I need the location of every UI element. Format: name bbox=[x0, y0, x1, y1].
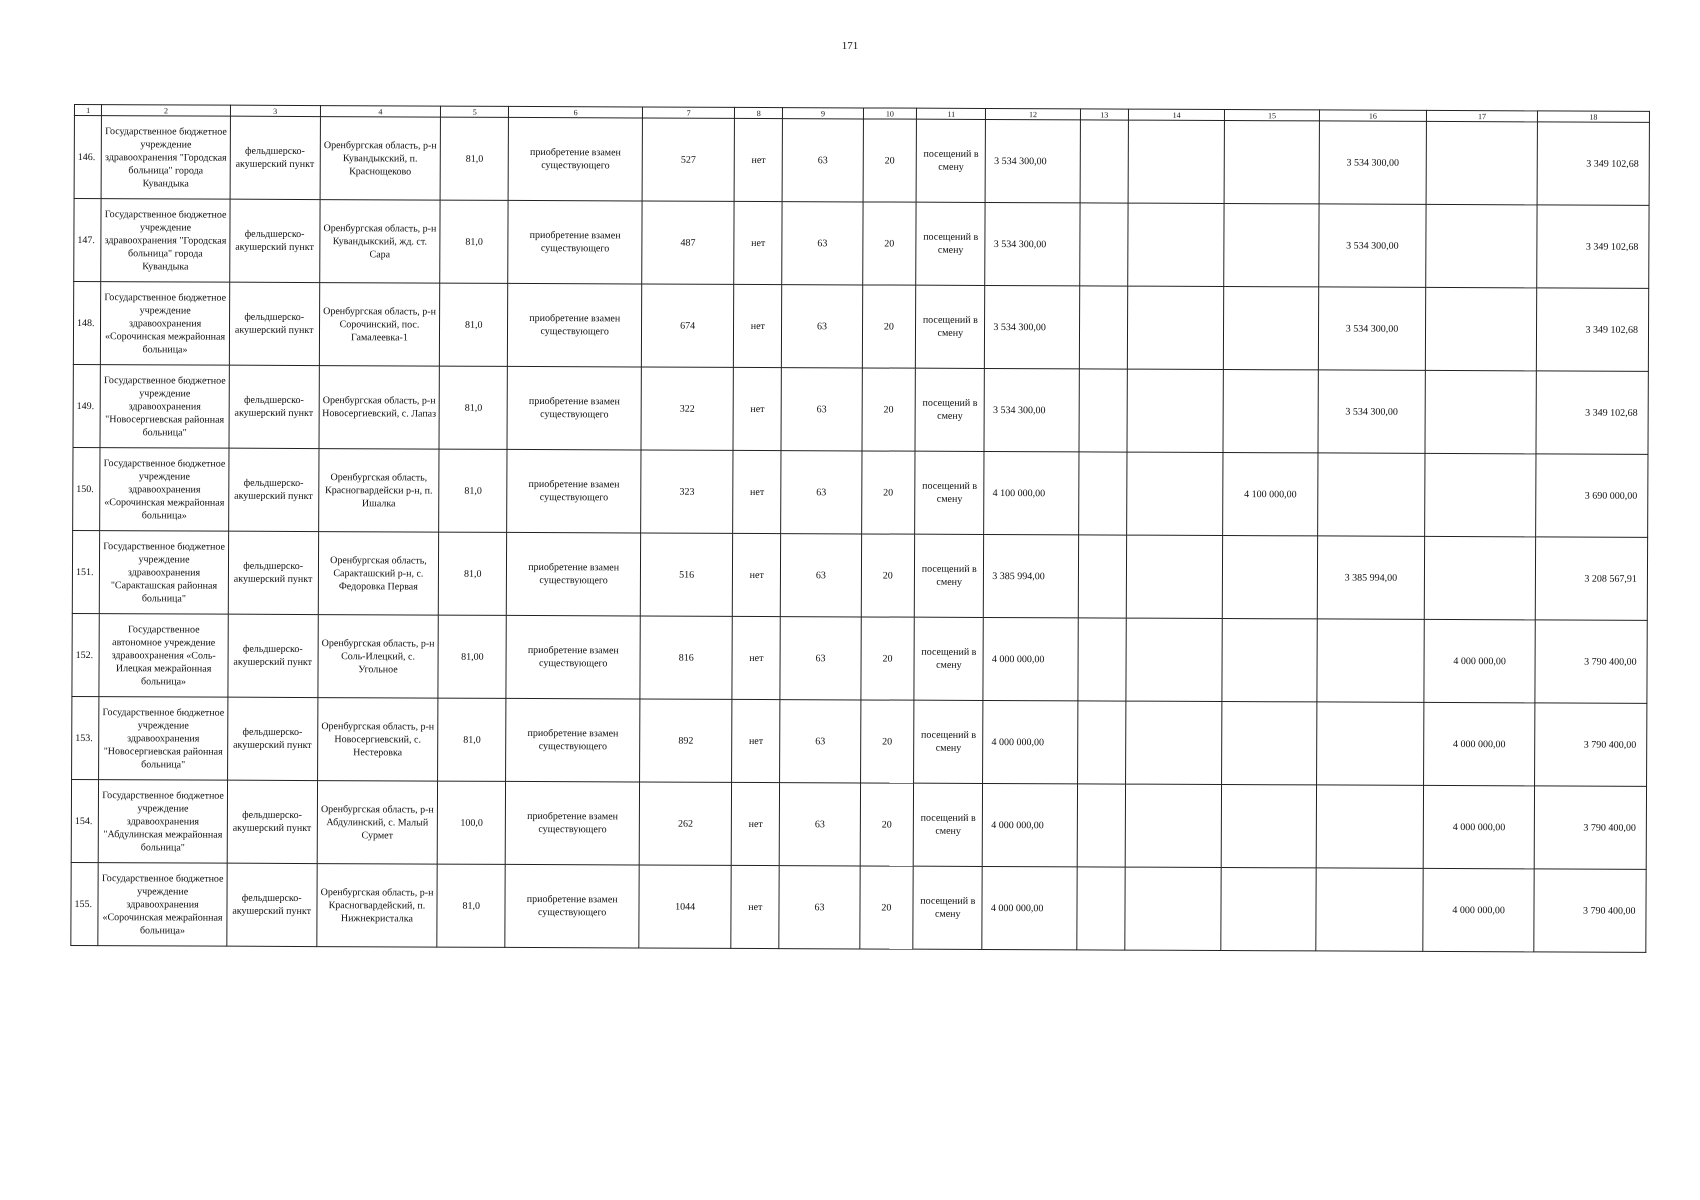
table-body bbox=[71, 105, 1650, 953]
cell-col-14 bbox=[1128, 120, 1225, 203]
cell-flag: нет bbox=[733, 450, 782, 533]
cell-address: Оренбургская область, Саракташский р-н, с. Федоровка Первая bbox=[318, 532, 439, 616]
cell-col-14 bbox=[1125, 867, 1222, 950]
cell-institution: Государственное бюджетное учреждение здравоохранения "Новосергиевская районная больница" bbox=[99, 697, 228, 781]
column-header: 15 bbox=[1225, 110, 1319, 121]
cell-amount-col-18: 3 349 102,68 bbox=[1537, 205, 1649, 288]
cell-col-13 bbox=[1079, 286, 1128, 369]
cell-amount-total: 3 534 300,00 bbox=[984, 368, 1079, 451]
cell-col-13 bbox=[1080, 120, 1129, 203]
cell-amount-col-17 bbox=[1425, 370, 1536, 453]
cell-amount-col-15 bbox=[1223, 370, 1318, 453]
table-row bbox=[73, 447, 1648, 537]
cell-row-number: 153. bbox=[72, 696, 100, 779]
cell-flag: нет bbox=[733, 367, 782, 450]
table-row bbox=[73, 282, 1648, 372]
cell-visits-unit: посещений в смену bbox=[915, 368, 984, 451]
cell-amount-col-17: 4 000 000,00 bbox=[1423, 785, 1534, 868]
cell-col-13 bbox=[1079, 203, 1128, 286]
cell-address: Оренбургская область, р-н Красногвардейский, п. Нижнекристалка bbox=[316, 864, 437, 948]
cell-col-9: 63 bbox=[781, 368, 861, 451]
column-header: 18 bbox=[1537, 111, 1649, 122]
cell-flag: нет bbox=[732, 533, 781, 616]
cell-amount-col-15 bbox=[1221, 868, 1316, 951]
cell-col-9: 63 bbox=[782, 285, 862, 368]
cell-amount-col-16 bbox=[1316, 868, 1424, 951]
cell-row-number: 155. bbox=[71, 862, 99, 945]
cell-col-13 bbox=[1078, 452, 1127, 535]
cell-institution: Государственное бюджетное учреждение здравоохранения «Сорочинская межрайонная больница» bbox=[101, 282, 230, 366]
cell-action: приобретение взамен существующего bbox=[508, 283, 642, 367]
cell-col-13 bbox=[1078, 535, 1127, 618]
cell-address: Оренбургская область, р-н Соль-Илецкий, с. Угольное bbox=[318, 615, 439, 699]
cell-address: Оренбургская область, р-н Новосергиевский, с. Нестеровка bbox=[317, 698, 438, 782]
cell-visits-unit: посещений в смену bbox=[915, 534, 984, 617]
cell-area: 81,0 bbox=[440, 200, 508, 283]
cell-institution: Государственное автономное учреждение здравоохранения «Соль-Илецкая межрайонная больница» bbox=[99, 614, 228, 698]
cell-amount-col-15 bbox=[1224, 204, 1319, 287]
cell-area: 100,0 bbox=[437, 781, 505, 864]
cell-visits-unit: посещений в смену bbox=[915, 451, 984, 534]
cell-col-9: 63 bbox=[781, 534, 861, 617]
cell-col-10: 20 bbox=[861, 534, 915, 617]
cell-institution: Государственное бюджетное учреждение здравоохранения "Абдулинская межрайонная больница" bbox=[99, 780, 228, 864]
cell-facility-type: фельдшерско-акушерский пункт bbox=[228, 531, 318, 614]
page-number: 171 bbox=[841, 40, 859, 52]
cell-area: 81,0 bbox=[440, 117, 508, 200]
cell-visits-unit: посещений в смену bbox=[914, 700, 983, 783]
cell-col-9: 63 bbox=[780, 700, 860, 783]
cell-amount-total: 3 534 300,00 bbox=[985, 119, 1080, 202]
cell-row-number: 146. bbox=[74, 116, 102, 199]
cell-row-number: 151. bbox=[72, 530, 100, 613]
cell-amount-col-17: 4 000 000,00 bbox=[1424, 702, 1535, 785]
cell-institution: Государственное бюджетное учреждение здравоохранения "Городская больница" города Кувандыка bbox=[101, 116, 230, 200]
cell-action: приобретение взамен существующего bbox=[506, 615, 640, 699]
cell-col-9: 63 bbox=[782, 202, 862, 285]
cell-address: Оренбургская область, р-н Кувандыкский, п. Краснощеково bbox=[320, 117, 441, 201]
cell-amount-col-18: 3 790 400,00 bbox=[1534, 869, 1646, 952]
cell-amount-total: 4 000 000,00 bbox=[982, 866, 1077, 949]
cell-col-9: 63 bbox=[781, 451, 861, 534]
column-header: 7 bbox=[643, 107, 735, 118]
cell-amount-col-18: 3 790 400,00 bbox=[1535, 620, 1647, 703]
cell-institution: Государственное бюджетное учреждение здравоохранения "Городская больница" города Кувандыка bbox=[101, 199, 230, 283]
cell-col-10: 20 bbox=[861, 451, 915, 534]
cell-amount-col-15 bbox=[1222, 785, 1317, 868]
cell-amount-col-17 bbox=[1426, 121, 1537, 204]
table-row bbox=[73, 364, 1648, 454]
cell-action: приобретение взамен существующего bbox=[507, 532, 641, 616]
table-row bbox=[71, 779, 1646, 869]
cell-flag: нет bbox=[731, 865, 780, 948]
column-header: 5 bbox=[441, 106, 509, 117]
cell-row-number: 149. bbox=[73, 364, 101, 447]
cell-amount-col-17 bbox=[1426, 204, 1537, 287]
cell-row-number: 150. bbox=[73, 447, 101, 530]
cell-institution: Государственное бюджетное учреждение здравоохранения «Сорочинская межрайонная больница» bbox=[100, 448, 229, 532]
cell-col-10: 20 bbox=[860, 700, 914, 783]
cell-population: 674 bbox=[641, 284, 733, 367]
table-row bbox=[74, 116, 1649, 206]
cell-action: приобретение взамен существующего bbox=[507, 366, 641, 450]
cell-facility-type: фельдшерско-акушерский пункт bbox=[227, 780, 317, 863]
cell-amount-total: 3 385 994,00 bbox=[984, 534, 1079, 617]
cell-row-number: 148. bbox=[73, 282, 101, 365]
cell-col-14 bbox=[1126, 535, 1223, 618]
cell-population: 262 bbox=[639, 782, 731, 865]
cell-amount-total: 3 534 300,00 bbox=[985, 285, 1080, 368]
table-row bbox=[72, 696, 1647, 786]
cell-amount-col-18: 3 208 567,91 bbox=[1535, 537, 1647, 620]
cell-institution: Государственное бюджетное учреждение здравоохранения "Новосергиевская районная больница" bbox=[100, 365, 229, 449]
cell-population: 816 bbox=[640, 616, 732, 699]
cell-area: 81,00 bbox=[438, 615, 506, 698]
cell-facility-type: фельдшерско-акушерский пункт bbox=[230, 116, 320, 199]
cell-amount-total: 4 100 000,00 bbox=[984, 451, 1079, 534]
cell-facility-type: фельдшерско-акушерский пункт bbox=[227, 697, 317, 780]
column-header: 16 bbox=[1319, 110, 1427, 121]
cell-col-10: 20 bbox=[863, 119, 917, 202]
cell-amount-col-16: 3 534 300,00 bbox=[1319, 121, 1427, 204]
column-header: 1 bbox=[74, 105, 101, 116]
cell-visits-unit: посещений в смену bbox=[913, 866, 982, 949]
cell-col-13 bbox=[1079, 369, 1128, 452]
cell-population: 527 bbox=[642, 118, 734, 201]
column-header: 14 bbox=[1128, 109, 1225, 120]
cell-row-number: 154. bbox=[71, 779, 99, 862]
cell-amount-col-18: 3 790 400,00 bbox=[1535, 703, 1647, 786]
cell-area: 81,0 bbox=[439, 449, 507, 532]
cell-action: приобретение взамен существующего bbox=[505, 864, 639, 948]
cell-amount-col-15 bbox=[1222, 619, 1317, 702]
cell-flag: нет bbox=[734, 284, 783, 367]
cell-population: 322 bbox=[641, 367, 733, 450]
cell-amount-total: 4 000 000,00 bbox=[983, 617, 1078, 700]
cell-amount-col-15: 4 100 000,00 bbox=[1223, 453, 1318, 536]
cell-amount-col-17 bbox=[1425, 453, 1536, 536]
cell-flag: нет bbox=[734, 118, 783, 201]
cell-col-14 bbox=[1127, 452, 1224, 535]
cell-address: Оренбургская область, р-н Сорочинский, пос. Гамалеевка-1 bbox=[319, 283, 440, 367]
table-row bbox=[74, 199, 1649, 289]
column-header: 3 bbox=[230, 105, 320, 116]
table-row bbox=[72, 530, 1647, 620]
cell-amount-col-18: 3 790 400,00 bbox=[1534, 786, 1646, 869]
cell-col-13 bbox=[1076, 867, 1125, 950]
cell-amount-col-16 bbox=[1316, 785, 1424, 868]
column-header: 17 bbox=[1427, 110, 1538, 121]
column-header: 13 bbox=[1080, 109, 1128, 120]
cell-amount-col-17: 4 000 000,00 bbox=[1424, 619, 1535, 702]
cell-col-9: 63 bbox=[780, 617, 860, 700]
cell-institution: Государственное бюджетное учреждение здравоохранения "Саракташская районная больница" bbox=[100, 531, 229, 615]
cell-address: Оренбургская область, Красногвардейски р-н, п. Ишалка bbox=[318, 449, 439, 533]
cell-visits-unit: посещений в смену bbox=[914, 617, 983, 700]
cell-action: приобретение взамен существующего bbox=[505, 781, 639, 865]
cell-col-10: 20 bbox=[860, 783, 914, 866]
table-row bbox=[72, 613, 1647, 703]
cell-row-number: 147. bbox=[74, 199, 102, 282]
column-header: 4 bbox=[320, 106, 441, 118]
cell-area: 81,0 bbox=[439, 532, 507, 615]
cell-amount-col-15 bbox=[1223, 536, 1318, 619]
cell-visits-unit: посещений в смену bbox=[916, 202, 985, 285]
cell-amount-col-15 bbox=[1224, 287, 1319, 370]
cell-address: Оренбургская область, р-н Новосергиевский, с. Лапаз bbox=[319, 366, 440, 450]
cell-area: 81,0 bbox=[437, 864, 505, 947]
cell-col-14 bbox=[1125, 701, 1222, 784]
cell-amount-col-17 bbox=[1426, 287, 1537, 370]
cell-population: 323 bbox=[641, 450, 733, 533]
cell-col-9: 63 bbox=[779, 866, 859, 949]
cell-population: 1044 bbox=[639, 865, 731, 948]
cell-visits-unit: посещений в смену bbox=[913, 783, 982, 866]
cell-col-9: 63 bbox=[783, 119, 863, 202]
cell-amount-total: 4 000 000,00 bbox=[983, 783, 1078, 866]
table-row bbox=[71, 862, 1646, 952]
cell-amount-col-18: 3 349 102,68 bbox=[1536, 371, 1648, 454]
cell-amount-total: 4 000 000,00 bbox=[983, 700, 1078, 783]
column-header: 9 bbox=[783, 108, 863, 119]
cell-action: приобретение взамен существующего bbox=[506, 698, 640, 782]
cell-col-14 bbox=[1127, 286, 1224, 369]
cell-institution: Государственное бюджетное учреждение здравоохранения «Сорочинская межрайонная больница» bbox=[98, 863, 227, 947]
cell-amount-col-16 bbox=[1317, 619, 1425, 702]
cell-amount-col-16: 3 534 300,00 bbox=[1318, 370, 1426, 453]
cell-population: 892 bbox=[640, 699, 732, 782]
cell-facility-type: фельдшерско-акушерский пункт bbox=[229, 199, 319, 282]
cell-col-10: 20 bbox=[862, 202, 916, 285]
column-header: 12 bbox=[986, 108, 1080, 119]
cell-amount-col-16: 3 534 300,00 bbox=[1318, 287, 1426, 370]
cell-amount-col-17: 4 000 000,00 bbox=[1423, 868, 1534, 951]
cell-population: 516 bbox=[640, 533, 732, 616]
cell-amount-col-15 bbox=[1222, 702, 1317, 785]
cell-area: 81,0 bbox=[440, 283, 508, 366]
cell-facility-type: фельдшерско-акушерский пункт bbox=[228, 614, 318, 697]
column-header: 10 bbox=[863, 108, 917, 119]
cell-col-14 bbox=[1127, 369, 1224, 452]
cell-flag: нет bbox=[732, 616, 781, 699]
cell-row-number: 152. bbox=[72, 613, 100, 696]
cell-col-10: 20 bbox=[859, 866, 913, 949]
column-header: 8 bbox=[735, 107, 783, 118]
column-header: 11 bbox=[917, 108, 986, 119]
cell-amount-col-18: 3 349 102,68 bbox=[1536, 288, 1648, 371]
cell-flag: нет bbox=[732, 699, 781, 782]
cell-visits-unit: посещений в смену bbox=[916, 119, 985, 202]
cell-col-13 bbox=[1078, 618, 1127, 701]
cell-col-13 bbox=[1077, 784, 1126, 867]
cell-action: приобретение взамен существующего bbox=[508, 117, 642, 201]
cell-col-10: 20 bbox=[860, 617, 914, 700]
cell-area: 81,0 bbox=[439, 366, 507, 449]
cell-facility-type: фельдшерско-акушерский пункт bbox=[228, 448, 318, 531]
cell-flag: нет bbox=[731, 782, 780, 865]
cell-col-14 bbox=[1125, 784, 1222, 867]
cell-col-9: 63 bbox=[780, 783, 860, 866]
column-header: 6 bbox=[509, 106, 643, 118]
cell-visits-unit: посещений в смену bbox=[916, 285, 985, 368]
cell-amount-col-17 bbox=[1424, 536, 1535, 619]
cell-col-10: 20 bbox=[862, 285, 916, 368]
cell-amount-col-16 bbox=[1316, 702, 1424, 785]
cell-facility-type: фельдшерско-акушерский пункт bbox=[229, 365, 319, 448]
column-header: 2 bbox=[102, 105, 230, 117]
cell-action: приобретение взамен существующего bbox=[507, 449, 641, 533]
cell-col-14 bbox=[1128, 203, 1225, 286]
cell-amount-col-16 bbox=[1317, 453, 1425, 536]
cell-action: приобретение взамен существующего bbox=[508, 200, 642, 284]
cell-amount-col-18: 3 349 102,68 bbox=[1537, 122, 1649, 205]
cell-facility-type: фельдшерско-акушерский пункт bbox=[229, 282, 319, 365]
cell-area: 81,0 bbox=[438, 698, 506, 781]
cell-amount-col-16: 3 534 300,00 bbox=[1318, 204, 1426, 287]
cell-amount-col-18: 3 690 000,00 bbox=[1536, 454, 1648, 537]
cell-col-10: 20 bbox=[862, 368, 916, 451]
cell-col-13 bbox=[1077, 701, 1126, 784]
cell-amount-col-16: 3 385 994,00 bbox=[1317, 536, 1425, 619]
cell-population: 487 bbox=[642, 201, 734, 284]
cell-address: Оренбургская область, р-н Кувандыкский, жд. ст. Сара bbox=[319, 200, 440, 284]
cell-col-14 bbox=[1126, 618, 1223, 701]
cell-address: Оренбургская область, р-н Абдулинский, с. Малый Сурмет bbox=[317, 781, 438, 865]
cell-amount-col-15 bbox=[1224, 121, 1319, 204]
cell-facility-type: фельдшерско-акушерский пункт bbox=[227, 863, 317, 946]
cell-flag: нет bbox=[734, 201, 783, 284]
facilities-table bbox=[70, 104, 1650, 953]
cell-amount-total: 3 534 300,00 bbox=[985, 202, 1080, 285]
